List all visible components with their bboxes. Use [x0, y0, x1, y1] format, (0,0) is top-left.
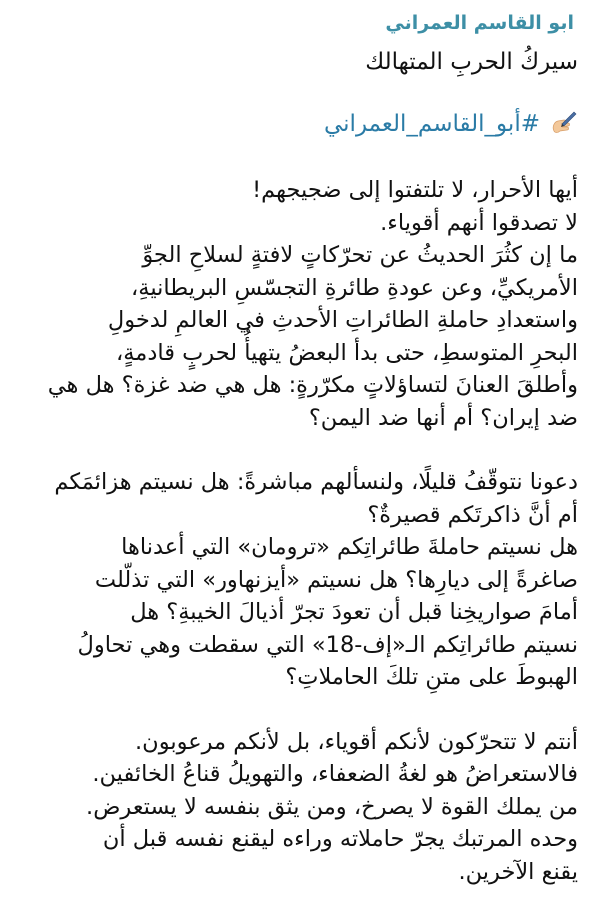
hashtag-link[interactable]: #أبو_القاسم_العمراني [323, 111, 540, 137]
text-line: صاغرةً إلى ديارِها؟ هل نسيتم «أيزنهاور» التي تذلّلت [94, 566, 578, 593]
text-line: واستعدادِ حاملةِ الطائراتِ الأحدثِ في العالمِ لدخولِ [107, 307, 578, 333]
text-line: أيها الأحرار، لا تلتفتوا إلى ضجيجهم! [252, 177, 578, 203]
text-line: نسيتم طائراتِكم الـ«إف-18» التي سقطت وهي تحاولُ [77, 631, 578, 658]
paragraph-1 [22, 174, 578, 434]
text-line: دعونا نتوقّفُ قليلًا، ولنسألهم مباشرةً: هل نسيتم هزائمَكم [54, 469, 578, 495]
text-line: وأطلقَ العنانَ لتساؤلاتٍ مكرّرةٍ: هل هي ضد غزة؟ هل هي [47, 372, 578, 398]
paragraph-3 [22, 726, 578, 889]
text-line: فالاستعراضُ هو لغةُ الضعفاء، والتهويلُ قناعُ الخائفين. [92, 761, 578, 787]
text-line: وحده المرتبك يجرّ حاملاته وراءه ليقنع نفسه قبل أن [102, 826, 578, 852]
text-line: البحرِ المتوسطِ، حتى بدأ البعضُ يتهيأُ لحربٍ قادمةٍ، [115, 339, 578, 366]
text-line: من يملك القوة لا يصرخ، ومن يثق بنفسه لا يستعرض. [86, 793, 578, 820]
text-line: الهبوطَ على متنِ تلكَ الحاملاتِ؟ [285, 664, 578, 690]
writing-hand-icon [548, 109, 578, 139]
paragraph-2 [22, 466, 578, 694]
paragraph-spacer [22, 694, 578, 726]
text-line: لا تصدقوا أنهم أقوياء. [380, 209, 578, 236]
paragraph-spacer [22, 434, 578, 466]
post-title: سيركُ الحربِ المتهالك [365, 49, 578, 75]
text-line: ما إن كثُرَ الحديثُ عن تحرّكاتٍ لافتةٍ لسلاحِ الجوِّ [142, 242, 578, 268]
text-line: هل نسيتم حاملةَ طائراتِكم «ترومان» التي أعدناها [121, 534, 578, 560]
text-line: ضد إيران؟ أم أنها ضد اليمن؟ [308, 404, 578, 431]
text-line: أمامَ صواريخِنا قبل أن تعودَ تجرّ أذيالَ الخيبةِ؟ هل [130, 599, 578, 625]
text-line: يقنع الآخرين. [458, 858, 578, 885]
text-line: أم أنَّ ذاكرتَكم قصيرةٌ؟ [367, 501, 578, 528]
text-line: أنتم لا تتحرّكون لأنكم أقوياء، بل لأنكم مرعوبون. [135, 728, 578, 755]
sender-name[interactable]: ابو القاسم العمراني [385, 12, 574, 34]
text-line: الأمريكيِّ، وعن عودةِ طائرةِ التجسّسِ البريطانيةِ، [131, 274, 578, 301]
hashtag-row [22, 104, 578, 144]
